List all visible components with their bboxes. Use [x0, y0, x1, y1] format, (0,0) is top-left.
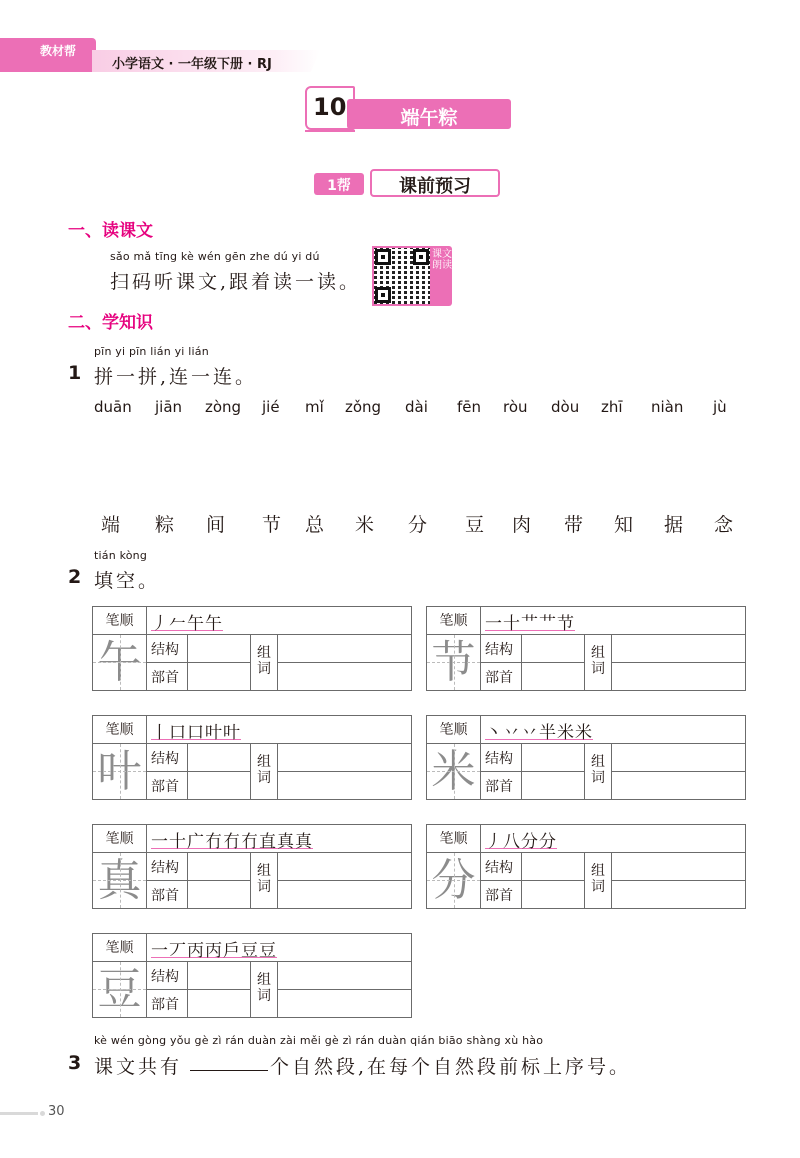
- structure-label: 结构: [151, 642, 179, 658]
- structure-radical-answer[interactable]: [521, 744, 585, 799]
- q1-number: 1: [68, 362, 82, 384]
- char-item: 带: [564, 514, 584, 536]
- char-item: 节: [262, 514, 282, 536]
- part2-heading: 二、学知识: [68, 313, 153, 333]
- tracing-char: 米: [427, 744, 481, 799]
- section-title: 课前预习: [399, 176, 471, 197]
- q2-number: 2: [68, 566, 82, 588]
- char-item: 念: [714, 514, 734, 536]
- q2-pinyin: tián kòng: [94, 549, 148, 562]
- stroke-step: 冇: [241, 832, 259, 852]
- char-item: 间: [206, 514, 226, 536]
- pinyin-item: zhī: [601, 398, 623, 416]
- tracing-char: 午: [93, 635, 147, 690]
- pinyin-item: mǐ: [305, 398, 324, 416]
- words-answer[interactable]: [277, 853, 412, 908]
- pinyin-item: jiān: [155, 398, 183, 416]
- stroke-step: 戶: [223, 941, 241, 961]
- q3-text-before: 课文共有: [94, 1056, 183, 1078]
- stroke-sequence: [151, 609, 223, 634]
- words-label: 组词: [257, 863, 271, 895]
- char-item: 粽: [155, 514, 175, 536]
- stroke-step: 口: [169, 723, 187, 743]
- radical-label: 部首: [485, 888, 513, 904]
- structure-label: 结构: [151, 751, 179, 767]
- stroke-order-label: 笔顺: [427, 716, 481, 744]
- pinyin-item: dòu: [551, 398, 580, 416]
- words-answer[interactable]: [277, 962, 412, 1017]
- stroke-sequence: [151, 718, 241, 743]
- stroke-step: 米: [575, 723, 593, 743]
- char-item: 端: [101, 514, 121, 536]
- stroke-sequence: [151, 827, 313, 852]
- stroke-step: 一: [151, 941, 169, 961]
- stroke-step: 口: [187, 723, 205, 743]
- stroke-step: 八: [503, 832, 521, 852]
- writing-box: [92, 715, 412, 800]
- stroke-step: 丙: [205, 941, 223, 961]
- radical-label: 部首: [485, 779, 513, 795]
- stroke-step: 分: [521, 832, 539, 852]
- structure-radical-answer[interactable]: [187, 744, 251, 799]
- words-label: 组词: [257, 645, 271, 677]
- qr-tag: 课文朗读: [432, 246, 452, 306]
- words-label: 组词: [257, 972, 271, 1004]
- lesson-number: 10: [313, 93, 347, 121]
- footer-dot: [40, 1111, 45, 1116]
- stroke-order-label: 笔顺: [93, 607, 147, 635]
- structure-radical-answer[interactable]: [521, 853, 585, 908]
- part1-heading: 一、读课文: [68, 221, 153, 241]
- tracing-char: 节: [427, 635, 481, 690]
- q2-text: 填空。: [94, 570, 161, 592]
- char-item: 分: [408, 514, 428, 536]
- stroke-step: 艹: [521, 614, 539, 634]
- divider: [147, 989, 187, 990]
- pinyin-item: zòng: [205, 398, 242, 416]
- divider: [481, 880, 521, 881]
- divider: [147, 771, 187, 772]
- radical-label: 部首: [151, 670, 179, 686]
- stroke-order-label: 笔顺: [427, 607, 481, 635]
- char-item: 肉: [512, 514, 532, 536]
- subject-label: 小学语文 · 一年级下册 · RJ: [112, 57, 272, 72]
- stroke-step: 丶: [485, 723, 503, 743]
- part1-pinyin: sǎo mǎ tīng kè wén gēn zhe dú yi dú: [110, 250, 320, 263]
- writing-box: [92, 933, 412, 1018]
- pinyin-item: ròu: [503, 398, 528, 416]
- stroke-order-label: 笔顺: [93, 716, 147, 744]
- stroke-step: 丨: [151, 723, 169, 743]
- structure-label: 结构: [485, 642, 513, 658]
- writing-box: [426, 606, 746, 691]
- stroke-step: 叶: [205, 723, 223, 743]
- stroke-step: 真: [277, 832, 295, 852]
- stroke-step: 午: [205, 614, 223, 634]
- tracing-char: 豆: [93, 962, 147, 1017]
- answer-blank[interactable]: [190, 1070, 268, 1071]
- section-badge-label: 1帮: [327, 178, 351, 194]
- stroke-step: 丿: [151, 614, 169, 634]
- stroke-step: 丿: [485, 832, 503, 852]
- char-item: 总: [305, 514, 325, 536]
- footer-line: [0, 1112, 38, 1115]
- words-label: 组词: [591, 754, 605, 786]
- stroke-sequence: [485, 827, 557, 852]
- words-label: 组词: [257, 754, 271, 786]
- stroke-step: 半: [539, 723, 557, 743]
- radical-label: 部首: [151, 997, 179, 1013]
- structure-radical-answer[interactable]: [521, 635, 585, 690]
- stroke-step: 米: [557, 723, 575, 743]
- q1-pinyin: pīn yi pīn lián yi lián: [94, 345, 209, 358]
- divider: [481, 662, 521, 663]
- stroke-step: 丷: [503, 723, 521, 743]
- stroke-step: 节: [557, 614, 575, 634]
- writing-box: [426, 824, 746, 909]
- structure-radical-answer[interactable]: [187, 635, 251, 690]
- structure-label: 结构: [151, 969, 179, 985]
- qr-eye: [413, 249, 429, 265]
- q1-text: 拼一拼,连一连。: [94, 366, 258, 388]
- words-answer[interactable]: [277, 635, 412, 690]
- pinyin-item: jù: [713, 398, 727, 416]
- char-item: 知: [614, 514, 634, 536]
- stroke-order-label: 笔顺: [93, 825, 147, 853]
- stroke-step: 丆: [169, 941, 187, 961]
- pinyin-item: fēn: [457, 398, 482, 416]
- stroke-order-label: 笔顺: [427, 825, 481, 853]
- q3-text-after: 个自然段,在每个自然段前标上序号。: [270, 1056, 632, 1078]
- brand-label: 教材帮: [40, 44, 77, 58]
- words-answer[interactable]: [611, 744, 746, 799]
- tracing-char: 分: [427, 853, 481, 908]
- words-answer[interactable]: [611, 853, 746, 908]
- qr-eye: [375, 249, 391, 265]
- qr-eye: [375, 287, 391, 303]
- stroke-sequence: [485, 718, 593, 743]
- radical-label: 部首: [151, 779, 179, 795]
- stroke-step: 真: [295, 832, 313, 852]
- stroke-step: 豆: [259, 941, 277, 961]
- structure-label: 结构: [485, 751, 513, 767]
- stroke-sequence: [485, 609, 575, 634]
- tracing-char: 真: [93, 853, 147, 908]
- writing-box: [92, 606, 412, 691]
- stroke-step: 𠂉: [169, 614, 187, 634]
- q3-pinyin: kè wén gòng yǒu gè zì rán duàn zài měi gè zì rán duàn qián biāo shàng xù hào: [94, 1034, 544, 1047]
- stroke-step: 丷: [521, 723, 539, 743]
- words-answer[interactable]: [277, 744, 412, 799]
- qr-code[interactable]: [372, 246, 432, 306]
- writing-box: [426, 715, 746, 800]
- stroke-step: 十: [503, 614, 521, 634]
- pinyin-item: zǒng: [345, 398, 382, 416]
- stroke-step: 直: [259, 832, 277, 852]
- stroke-sequence: [151, 936, 277, 961]
- stroke-step: 一: [151, 832, 169, 852]
- words-label: 组词: [591, 863, 605, 895]
- structure-radical-answer[interactable]: [187, 853, 251, 908]
- char-item: 米: [355, 514, 375, 536]
- words-answer[interactable]: [611, 635, 746, 690]
- pinyin-item: duān: [94, 398, 132, 416]
- radical-label: 部首: [151, 888, 179, 904]
- words-label: 组词: [591, 645, 605, 677]
- writing-box: [92, 824, 412, 909]
- stroke-step: 一: [485, 614, 503, 634]
- radical-label: 部首: [485, 670, 513, 686]
- pinyin-item: dài: [405, 398, 428, 416]
- stroke-step: 豆: [241, 941, 259, 961]
- structure-label: 结构: [485, 860, 513, 876]
- lesson-title: 端午粽: [400, 107, 458, 129]
- char-item: 豆: [465, 514, 485, 536]
- char-item: 据: [664, 514, 684, 536]
- stroke-order-label: 笔顺: [93, 934, 147, 962]
- pinyin-item: jié: [262, 398, 280, 416]
- divider: [481, 771, 521, 772]
- divider: [147, 880, 187, 881]
- q3-number: 3: [68, 1052, 82, 1074]
- stroke-step: 分: [539, 832, 557, 852]
- structure-radical-answer[interactable]: [187, 962, 251, 1017]
- stroke-step: 广: [187, 832, 205, 852]
- stroke-step: 冇: [223, 832, 241, 852]
- part1-text: 扫码听课文,跟着读一读。: [110, 271, 362, 293]
- structure-label: 结构: [151, 860, 179, 876]
- page-number: 30: [48, 1104, 65, 1119]
- stroke-step: 十: [169, 832, 187, 852]
- pinyin-item: niàn: [651, 398, 684, 416]
- stroke-step: 叶: [223, 723, 241, 743]
- divider: [147, 662, 187, 663]
- tracing-char: 叶: [93, 744, 147, 799]
- stroke-step: 丙: [187, 941, 205, 961]
- stroke-step: 冇: [205, 832, 223, 852]
- stroke-step: 午: [187, 614, 205, 634]
- stroke-step: 艹: [539, 614, 557, 634]
